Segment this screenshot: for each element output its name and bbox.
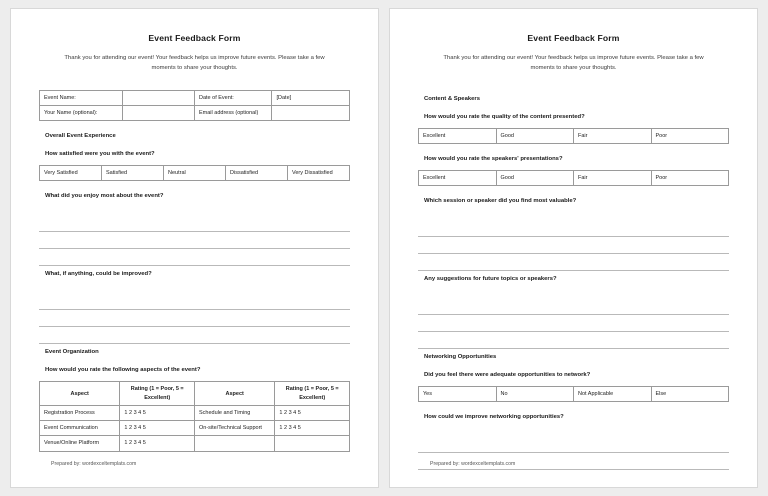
aspect-empty (194, 436, 274, 451)
page-footer: Prepared by: wordexceltemplats.com (430, 461, 516, 467)
email-address-field[interactable] (272, 105, 350, 120)
page-footer: Prepared by: wordexceltemplats.com (51, 461, 137, 467)
your-name-field[interactable] (123, 105, 195, 120)
option-neutral[interactable]: Neutral (164, 166, 226, 181)
option-very-satisfied[interactable]: Very Satisfied (40, 166, 102, 181)
networking-opportunities-heading: Networking Opportunities (424, 354, 497, 361)
event-name-label: Event Name: (40, 90, 123, 105)
satisfaction-options-table (39, 165, 350, 181)
document-page-2 (389, 8, 758, 488)
question-future-topic-suggestions: Any suggestions for future topics or speakers? (424, 276, 557, 283)
question-could-be-improved: What, if anything, could be improved? (45, 271, 152, 278)
answer-line[interactable] (418, 315, 729, 332)
table-row (419, 170, 729, 185)
answer-line[interactable] (418, 237, 729, 254)
aspect-venue-online-platform: Venue/Online Platform (40, 436, 120, 451)
answer-line[interactable] (418, 436, 729, 453)
table-row (40, 436, 350, 451)
answer-line[interactable] (418, 298, 729, 315)
question-improve-networking: How could we improve networking opportunities? (424, 414, 564, 421)
option-yes[interactable]: Yes (419, 387, 497, 402)
option-excellent[interactable]: Excellent (419, 128, 497, 143)
content-speakers-heading: Content & Speakers (424, 95, 480, 102)
date-of-event-field[interactable]: [Date] (272, 90, 350, 105)
table-row (40, 166, 350, 181)
answer-line[interactable] (39, 215, 350, 232)
rating-empty (275, 436, 350, 451)
rating-onsite-technical-support[interactable]: 1 2 3 4 5 (275, 421, 350, 436)
option-no[interactable]: No (496, 387, 574, 402)
table-row (40, 405, 350, 420)
option-fair[interactable]: Fair (574, 128, 652, 143)
option-dissatisfied[interactable]: Dissatisfied (226, 166, 288, 181)
option-else[interactable]: Else (651, 387, 729, 402)
column-header-aspect-2: Aspect (194, 382, 274, 406)
question-content-quality: How would you rate the quality of the content presented? (424, 113, 585, 120)
speaker-quality-options-table (418, 170, 729, 186)
answer-lines-most-valuable-session (418, 220, 729, 271)
answer-lines-enjoy-most (39, 215, 350, 266)
column-header-aspect-1: Aspect (40, 382, 120, 406)
question-rate-aspects: How would you rate the following aspects of the event? (45, 367, 201, 374)
content-quality-options-table (418, 128, 729, 144)
option-good[interactable]: Good (496, 128, 574, 143)
option-poor[interactable]: Poor (651, 170, 729, 185)
answer-line[interactable] (418, 220, 729, 237)
date-of-event-label: Date of Event: (194, 90, 272, 105)
option-very-dissatisfied[interactable]: Very Dissatisfied (288, 166, 350, 181)
column-header-rating-2: Rating (1 = Poor, 5 = Excellent) (275, 382, 350, 406)
rating-registration-process[interactable]: 1 2 3 4 5 (120, 405, 195, 420)
option-good[interactable]: Good (496, 170, 574, 185)
rating-schedule-and-timing[interactable]: 1 2 3 4 5 (275, 405, 350, 420)
answer-line[interactable] (39, 232, 350, 249)
answer-line[interactable] (418, 332, 729, 349)
aspect-schedule-and-timing: Schedule and Timing (194, 405, 274, 420)
answer-line[interactable] (39, 293, 350, 310)
answer-line[interactable] (39, 249, 350, 266)
table-row (40, 90, 350, 105)
question-adequate-networking: Did you feel there were adequate opportunities to network? (424, 372, 591, 379)
email-address-label: Email address (optional) (194, 105, 272, 120)
question-most-valuable-session: Which session or speaker did you find most valuable? (424, 198, 577, 205)
table-header-row (40, 382, 350, 406)
answer-line[interactable] (39, 310, 350, 327)
column-header-rating-1: Rating (1 = Poor, 5 = Excellent) (120, 382, 195, 406)
page-title: Event Feedback Form (148, 33, 241, 43)
question-enjoy-most: What did you enjoy most about the event? (45, 193, 164, 200)
answer-line[interactable] (39, 327, 350, 344)
option-poor[interactable]: Poor (651, 128, 729, 143)
aspect-event-communication: Event Communication (40, 421, 120, 436)
table-row (419, 128, 729, 143)
table-row (40, 105, 350, 120)
page-title: Event Feedback Form (527, 33, 620, 43)
table-row (40, 421, 350, 436)
question-speaker-quality: How would you rate the speakers' presentations? (424, 155, 563, 162)
option-not-applicable[interactable]: Not Applicable (574, 387, 652, 402)
table-row (419, 387, 729, 402)
aspects-rating-table (39, 381, 350, 451)
event-info-table (39, 90, 350, 122)
answer-lines-could-be-improved (39, 293, 350, 344)
overall-experience-heading: Overall Event Experience (45, 133, 116, 140)
aspect-onsite-technical-support: On-site/Technical Support (194, 421, 274, 436)
answer-lines-future-topic-suggestions (418, 298, 729, 349)
option-excellent[interactable]: Excellent (419, 170, 497, 185)
answer-line[interactable] (418, 254, 729, 271)
document-page-1 (10, 8, 379, 488)
intro-paragraph: Thank you for attending our event! Your feedback helps us improve future events. Please take a few moments to share your thoughts. (64, 55, 325, 72)
event-organization-heading: Event Organization (45, 349, 99, 356)
option-fair[interactable]: Fair (574, 170, 652, 185)
rating-venue-online-platform[interactable]: 1 2 3 4 5 (120, 436, 195, 451)
question-satisfaction: How satisfied were you with the event? (45, 151, 155, 158)
option-satisfied[interactable]: Satisfied (102, 166, 164, 181)
rating-event-communication[interactable]: 1 2 3 4 5 (120, 421, 195, 436)
aspect-registration-process: Registration Process (40, 405, 120, 420)
networking-adequacy-options-table (418, 386, 729, 402)
intro-paragraph: Thank you for attending our event! Your feedback helps us improve future events. Please take a few moments to share your thoughts. (443, 55, 704, 72)
your-name-label: Your Name (optional): (40, 105, 123, 120)
event-name-field[interactable] (123, 90, 195, 105)
